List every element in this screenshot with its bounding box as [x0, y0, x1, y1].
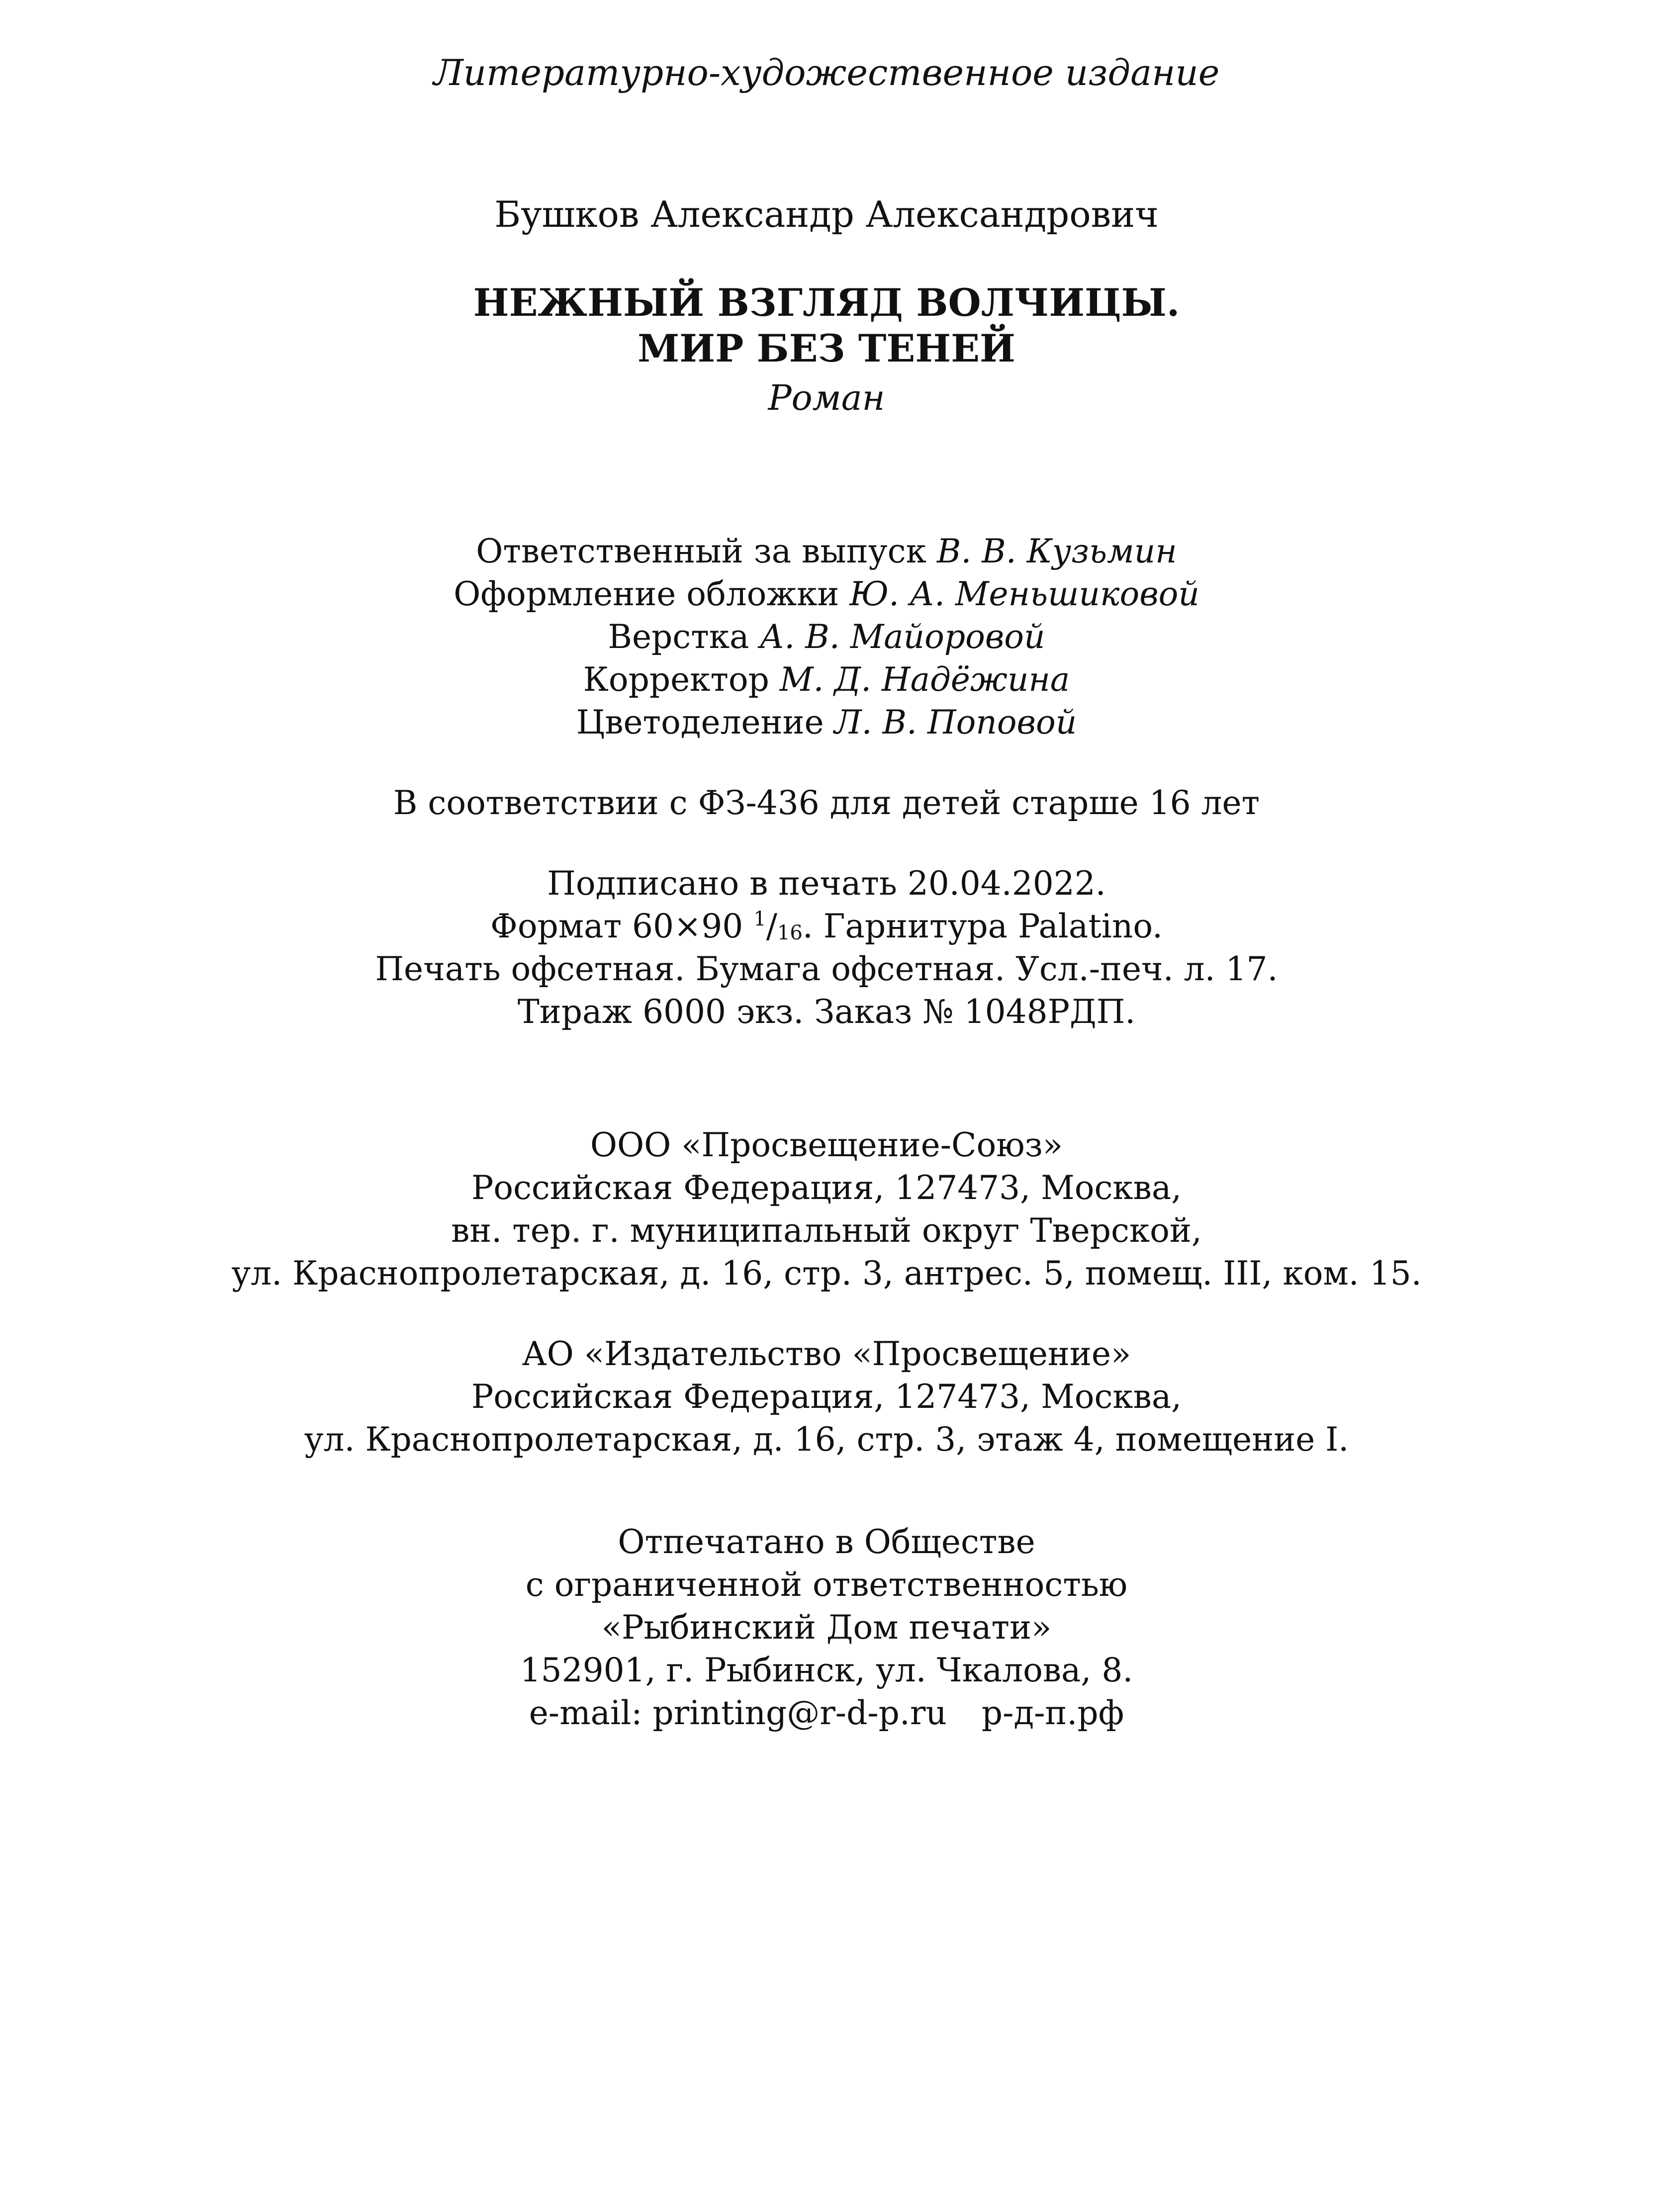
- format-slash: /: [766, 907, 777, 945]
- credit-name: Ю. А. Меньшиковой: [849, 575, 1199, 613]
- credit-name: В. В. Кузьмин: [936, 532, 1177, 570]
- credit-role: Верстка: [608, 618, 749, 656]
- credit-role: Ответственный за выпуск: [476, 532, 926, 570]
- print-run: Тираж 6000 экз. Заказ № 1048РДП.: [517, 993, 1136, 1031]
- publisher1-address: ул. Краснопролетарская, д. 16, стр. 3, антрес. 5, помещ. III, ком. 15.: [231, 1254, 1422, 1292]
- credit-name: Л. В. Поповой: [834, 703, 1077, 741]
- age-rating: В соответствии с ФЗ-436 для детей старше 16 лет: [393, 784, 1260, 822]
- credit-role: Оформление обложки: [454, 575, 839, 613]
- publisher1-name: ООО «Просвещение-Союз»: [590, 1126, 1063, 1164]
- book-genre: Роман: [768, 377, 885, 418]
- publisher2-address: Российская Федерация, 127473, Москва,: [471, 1378, 1182, 1416]
- printer-address: 152901, г. Рыбинск, ул. Чкалова, 8.: [520, 1651, 1133, 1689]
- format-prefix: Формат 60×90: [490, 907, 754, 945]
- credit-line: [0, 616, 1653, 658]
- credit-role: Цветоделение: [576, 703, 824, 741]
- credit-line: [0, 530, 1653, 573]
- publisher2-name: АО «Издательство «Просвещение»: [522, 1335, 1131, 1373]
- printer-contacts: [0, 1692, 1653, 1735]
- format-suffix: . Гарнитура Palatino.: [802, 907, 1163, 945]
- print-paper: Печать офсетная. Бумага офсетная. Усл.-печ. л. 17.: [375, 950, 1278, 988]
- printer-line: Отпечатано в Обществе: [618, 1523, 1035, 1561]
- credit-line: [0, 658, 1653, 701]
- book-title-line-1: НЕЖНЫЙ ВЗГЛЯД ВОЛЧИЦЫ.: [473, 280, 1180, 325]
- format-denominator: 16: [777, 922, 803, 944]
- credit-role: Корректор: [583, 660, 769, 699]
- publisher2-address: ул. Краснопролетарская, д. 16, стр. 3, этаж 4, помещение I.: [304, 1420, 1349, 1459]
- print-format: [0, 905, 1653, 948]
- printer-name: «Рыбинский Дом печати»: [601, 1608, 1052, 1647]
- author-name: Бушков Александр Александрович: [494, 193, 1159, 235]
- credit-line: [0, 573, 1653, 616]
- printer-line: с ограниченной ответственностью: [525, 1566, 1128, 1604]
- printer-email[interactable]: e-mail: printing@r-d-p.ru: [529, 1694, 947, 1732]
- publisher1-address: Российская Федерация, 127473, Москва,: [471, 1169, 1182, 1207]
- printer-site[interactable]: р-д-п.рф: [981, 1694, 1124, 1732]
- publisher1-address: вн. тер. г. муниципальный округ Тверской,: [451, 1211, 1202, 1250]
- credit-name: М. Д. Надёжина: [779, 660, 1070, 699]
- print-signed: Подписано в печать 20.04.2022.: [547, 864, 1106, 903]
- edition-type: Литературно-художественное издание: [433, 52, 1220, 93]
- format-numerator: 1: [753, 908, 766, 930]
- credit-name: А. В. Майоровой: [759, 618, 1045, 656]
- credit-line: [0, 701, 1653, 744]
- book-title-line-2: МИР БЕЗ ТЕНЕЙ: [638, 326, 1015, 370]
